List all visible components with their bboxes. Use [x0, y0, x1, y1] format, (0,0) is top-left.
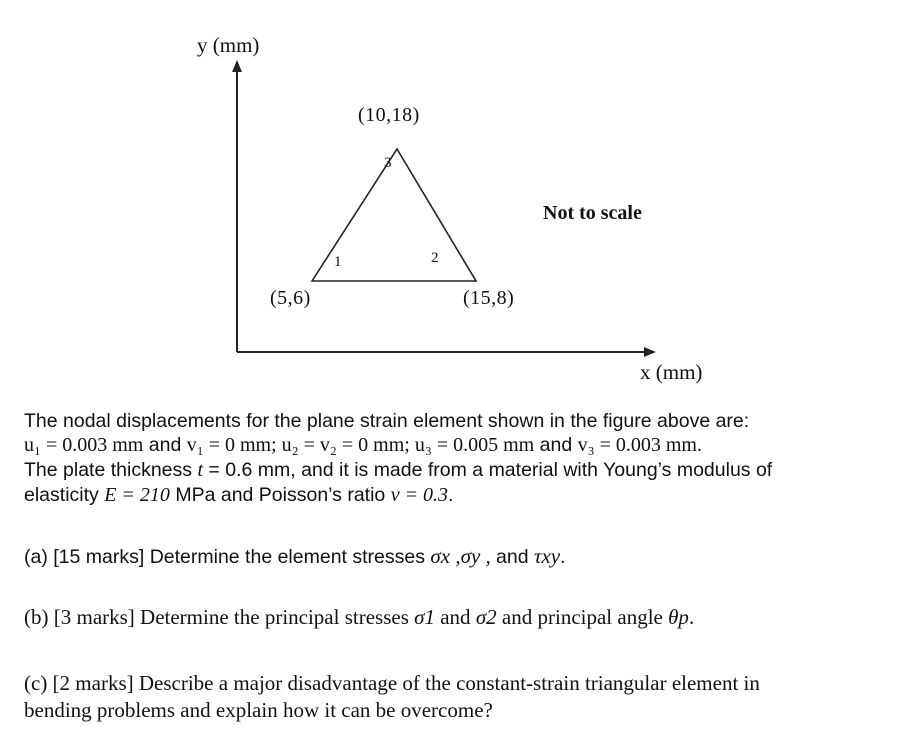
problem-line-4	[24, 483, 453, 508]
v1-value: v₁ = 0 mm;	[186, 434, 282, 456]
period: .	[448, 484, 454, 506]
y-axis-label: y (mm)	[197, 33, 260, 57]
node-3-number: 3	[384, 155, 392, 171]
problem-line-2	[24, 433, 702, 458]
question-c-line-1: (c) [2 marks] Describe a major disadvantage of the constant-strain triangular element in	[24, 671, 760, 695]
problem-line-3	[24, 458, 772, 483]
elasticity-text: elasticity	[24, 484, 105, 506]
thickness-symbol: t	[197, 459, 203, 481]
period: .	[688, 605, 695, 629]
node-2-coordinate: (15,8)	[463, 287, 515, 309]
node-1-coordinate: (5,6)	[270, 287, 311, 309]
and-text: and	[143, 434, 187, 456]
problem-line-1: The nodal displacements for the plane strain element shown in the figure above are:	[24, 410, 750, 432]
poissons-ratio: ν = 0.3	[390, 484, 449, 506]
x-axis-label: x (mm)	[640, 360, 703, 384]
question-a	[24, 544, 566, 569]
node-1-number: 1	[334, 254, 342, 270]
period: .	[560, 546, 566, 568]
node-3-coordinate: (10,18)	[358, 104, 420, 126]
sigma-1: σ1	[414, 605, 435, 629]
thickness-text: The plate thickness	[24, 459, 198, 481]
question-a-text: (a) [15 marks] Determine the element stresses	[24, 546, 431, 568]
sigma-2: σ2	[475, 605, 497, 629]
x-axis-arrowhead	[644, 347, 656, 357]
node-2-number: 2	[431, 250, 439, 266]
question-c-line-2: bending problems and explain how it can be overcome?	[24, 698, 493, 722]
question-b	[24, 604, 694, 631]
sigma-x-sigma-y: σx ,σy ,	[430, 544, 497, 568]
and-text: and	[534, 434, 578, 456]
u1-value: u₁ = 0.003 mm	[24, 434, 144, 456]
u3-value: u₃ = 0.005 mm	[414, 434, 535, 456]
v3-value: v₃ = 0.003 mm.	[577, 434, 702, 456]
u2-v2-value: u₂ = v₂ = 0 mm;	[281, 434, 415, 456]
and-text: and	[496, 546, 534, 568]
theta-p: θp	[668, 605, 689, 629]
and-text: and	[434, 605, 476, 629]
thickness-value-text: = 0.6 mm, and it is made from a material with Young’s modulus of	[203, 459, 773, 481]
poisson-text: MPa and Poisson’s ratio	[169, 484, 391, 506]
question-b-text-2: and principal angle	[496, 605, 669, 629]
y-axis-arrowhead	[232, 60, 242, 72]
tau-xy: τxy	[533, 544, 561, 568]
not-to-scale-note: Not to scale	[543, 202, 642, 224]
youngs-modulus: E = 210	[104, 484, 170, 506]
question-b-text: (b) [3 marks] Determine the principal stresses	[24, 605, 415, 629]
